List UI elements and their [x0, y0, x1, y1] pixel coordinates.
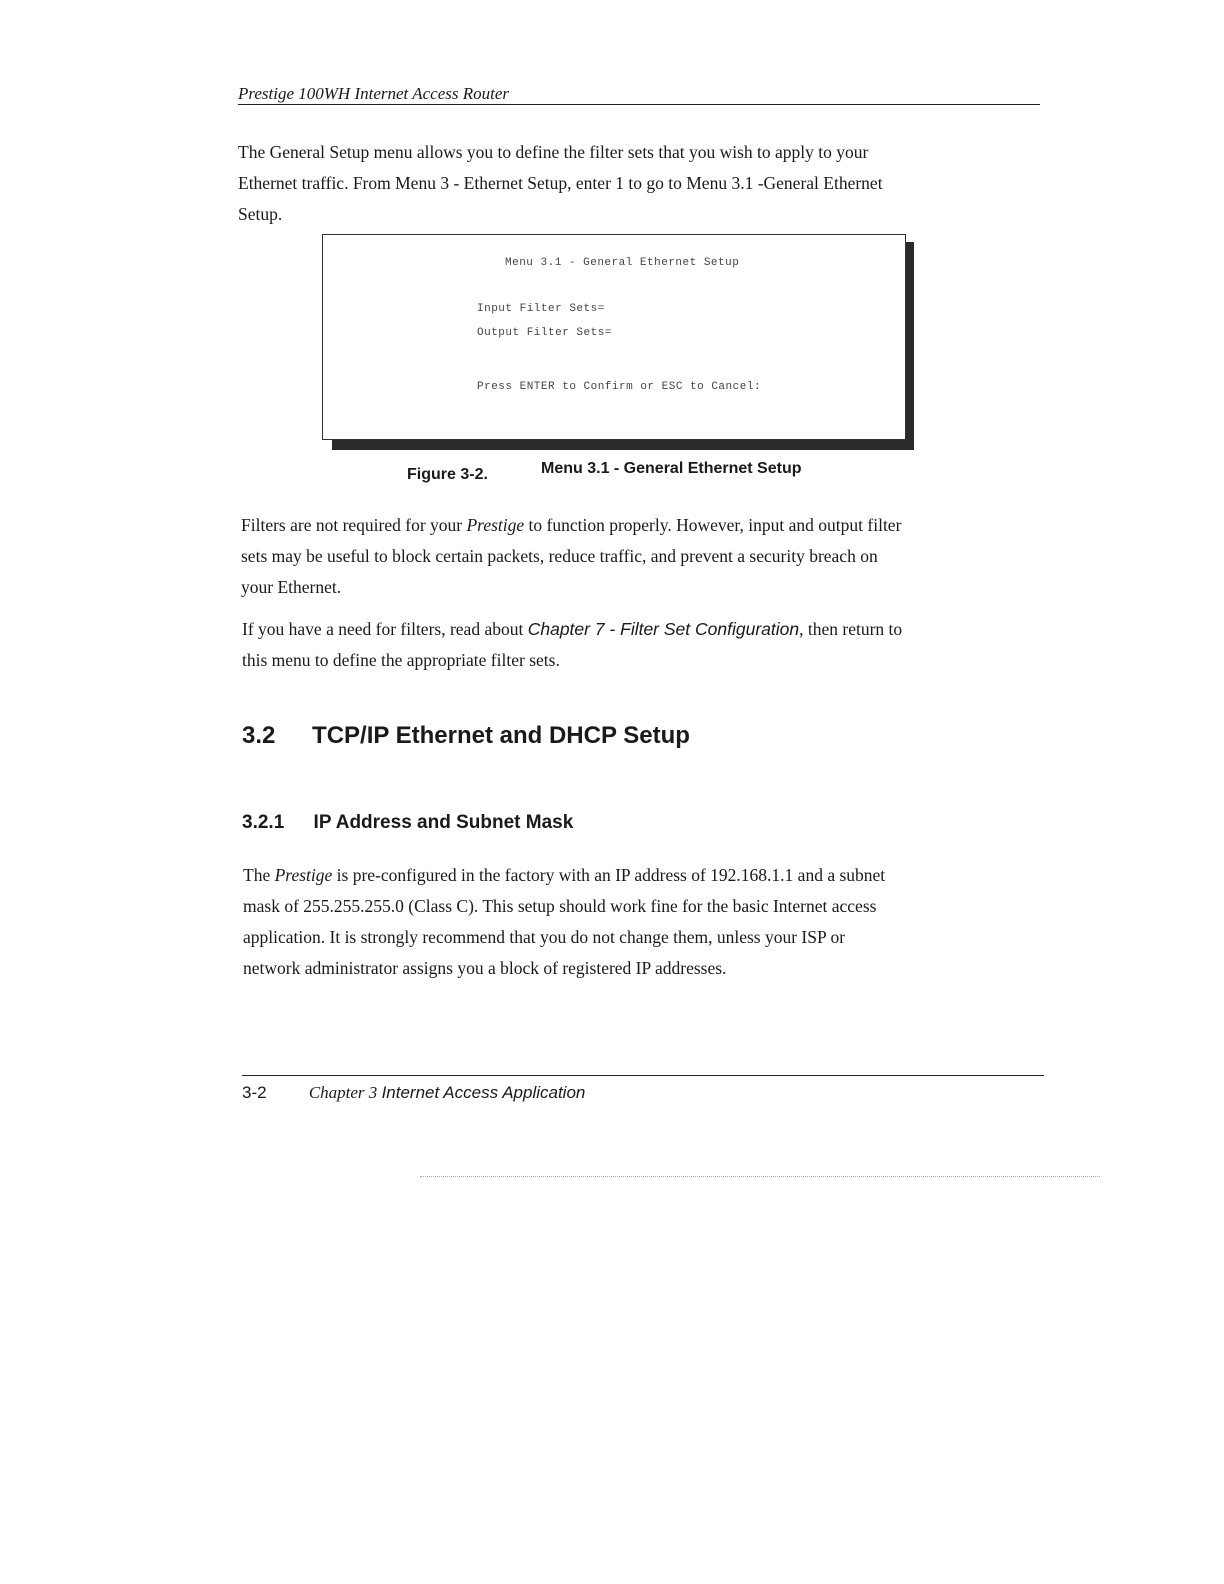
footer-chapter-number: Chapter 3	[308, 1083, 378, 1102]
filters-line-1: Filters are not required for your Prestige to function properly. However, input and output filter	[241, 515, 902, 535]
subsection-heading	[242, 812, 573, 834]
filters-paragraph	[241, 510, 1021, 603]
terminal-menu-title: Menu 3.1 - General Ethernet Setup	[505, 257, 740, 269]
intro-line-1: The General Setup menu allows you to define the filter sets that you wish to apply to your	[238, 142, 869, 162]
section-title: TCP/IP Ethernet and DHCP Setup	[312, 722, 690, 749]
section-number: 3.2	[242, 722, 276, 749]
terminal-prompt: Press ENTER to Confirm or ESC to Cancel:	[477, 381, 762, 393]
filters-line-2: sets may be useful to block certain packets, reduce traffic, and prevent a security breach on	[241, 546, 878, 566]
filters-line-3: your Ethernet.	[241, 577, 342, 597]
scan-artifact-line	[420, 1176, 1100, 1177]
ip-line-4: network administrator assigns you a block of registered IP addresses.	[243, 958, 727, 978]
page-number: 3-2	[242, 1083, 267, 1102]
header-rule	[238, 104, 1040, 105]
product-name: Prestige	[466, 515, 525, 535]
ip-line-3: application. It is strongly recommend that you do not change them, unless your ISP or	[243, 927, 846, 947]
terminal-screen	[322, 234, 906, 440]
intro-paragraph	[238, 137, 998, 230]
running-header: Prestige 100WH Internet Access Router	[238, 84, 509, 103]
chapter-reference: Chapter 7 - Filter Set Configuration	[527, 619, 800, 639]
need-line-2: this menu to define the appropriate filter sets.	[242, 650, 560, 670]
ip-line-1: The Prestige is pre-configured in the factory with an IP address of 192.168.1.1 and a subnet	[243, 865, 886, 885]
ip-paragraph	[243, 860, 1023, 984]
page-footer	[242, 1083, 585, 1103]
need-line-1: If you have a need for filters, read about Chapter 7 - Filter Set Configuration, then return to	[242, 619, 903, 639]
product-name: Prestige	[274, 865, 333, 885]
need-filters-paragraph	[242, 614, 1022, 676]
footer-rule	[242, 1075, 1044, 1076]
figure-label: Figure 3-2.	[407, 466, 488, 483]
ip-line-2: mask of 255.255.255.0 (Class C). This setup should work fine for the basic Internet access	[243, 896, 877, 916]
subsection-title: IP Address and Subnet Mask	[313, 812, 574, 833]
terminal-input-filter-sets: Input Filter Sets=	[477, 303, 605, 315]
subsection-number: 3.2.1	[242, 812, 285, 833]
section-heading	[242, 722, 690, 750]
terminal-output-filter-sets: Output Filter Sets=	[477, 327, 612, 339]
intro-line-3: Setup.	[238, 204, 283, 224]
intro-line-2: Ethernet traffic. From Menu 3 - Ethernet Setup, enter 1 to go to Menu 3.1 -General Ethernet	[238, 173, 883, 193]
figure-caption: Menu 3.1 - General Ethernet Setup	[541, 460, 802, 477]
footer-chapter-title: Internet Access Application	[381, 1083, 586, 1102]
